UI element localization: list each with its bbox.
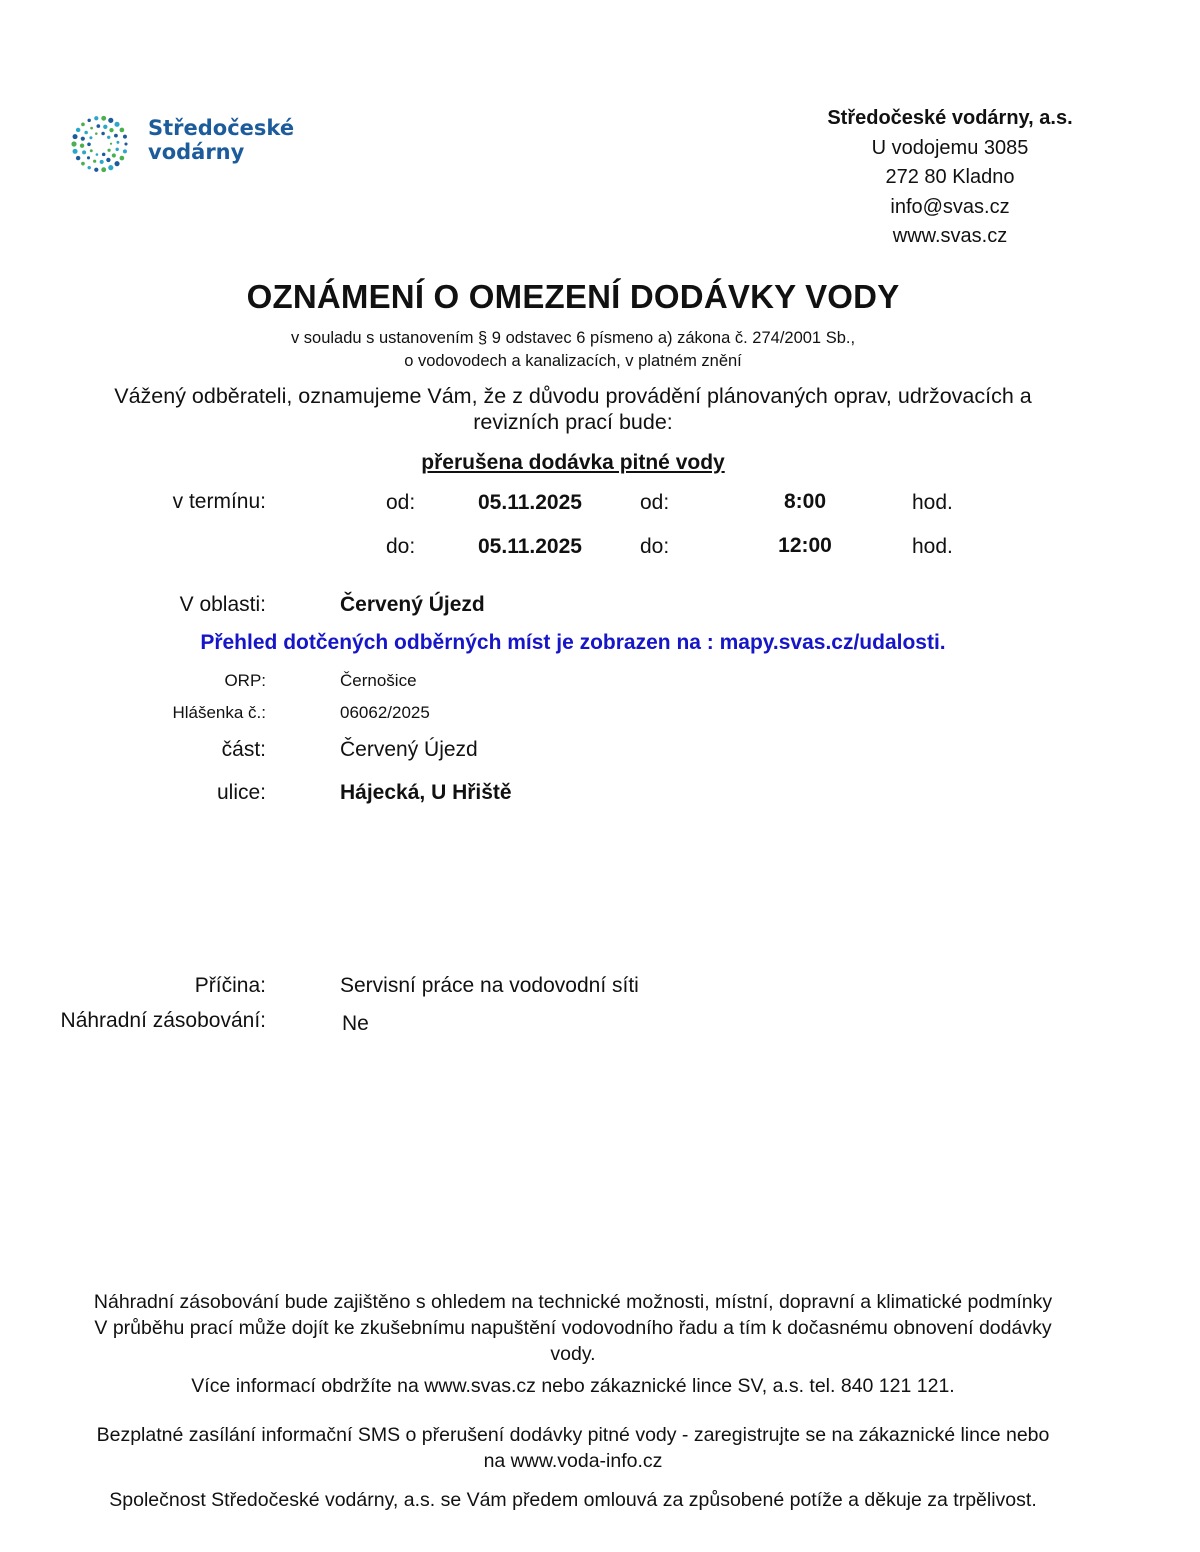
orp-label: ORP: [224,671,266,690]
from-date-label: od: [386,491,416,514]
company-address [760,104,1140,252]
area-value: Červený Újezd [340,593,485,616]
term-label: v termínu: [172,490,266,513]
to-date: 05.11.2025 [478,535,582,558]
footer-line-5: Bezplatné zasílání informační SMS o přerušení dodávky pitné vody - zaregistrujte se na zákaznické lince nebo [96,1424,1050,1446]
substitute-value: Ne [342,1012,369,1035]
footer-line-4: Více informací obdržíte na www.svas.cz nebo zákaznické lince SV, a.s. tel. 840 121 121. [191,1375,955,1397]
to-date-label: do: [386,535,416,558]
footer-line-2: V průběhu prací může dojít ke zkušebnímu napuštění vodovodního řadu a tím k dočasnému obnovení dodávky [94,1317,1052,1339]
footer-line-7: Společnost Středočeské vodárny, a.s. se Vám předem omlouvá za způsobené potíže a děkuje za trpělivost. [109,1489,1037,1511]
notice-type-text: přerušena dodávka pitné vody [421,451,725,474]
from-time-label: od: [640,491,670,514]
cause-value: Servisní práce na vodovodní síti [340,974,639,997]
to-time: 12:00 [778,534,832,557]
logo-line-2: vodárny [148,140,245,164]
streets-label: ulice: [216,781,266,804]
report-label: Hlášenka č.: [172,703,266,722]
legal-line-2: o vodovodech a kanalizacích, v platném znění [404,352,742,370]
report-value: 06062/2025 [340,703,430,722]
legal-line-1: v souladu s ustanovením § 9 odstavec 6 písmeno a) zákona č. 274/2001 Sb., [290,329,856,347]
logo-text [148,116,294,164]
area-label: V oblasti: [179,593,266,616]
company-web: www.svas.cz [892,225,1008,247]
to-time-label: do: [640,535,670,558]
cause-label: Příčina: [194,974,266,997]
from-date: 05.11.2025 [478,491,582,514]
orp-value: Černošice [340,671,417,690]
map-link-text: Přehled dotčených odběrných míst je zobrazen na : mapy.svas.cz/udalosti. [200,631,946,654]
streets-value: Hájecká, U Hřiště [340,781,512,804]
intro-line-1: Vážený odběrateli, oznamujeme Vám, že z důvodu provádění plánovaných oprav, udržovacích a [114,384,1032,408]
logo-dots-icon [68,112,140,176]
substitute-label: Náhradní zásobování: [60,1009,266,1032]
company-city: 272 80 Kladno [885,166,1015,188]
company-email: info@svas.cz [890,195,1010,218]
part-label: část: [221,738,266,761]
footer-line-6: na www.voda-info.cz [483,1450,663,1472]
company-name: Středočeské vodárny, a.s. [827,107,1073,129]
from-unit: hod. [912,491,953,514]
logo-line-1: Středočeské [148,116,295,140]
company-street: U vodojemu 3085 [871,136,1029,159]
intro-line-2: revizních prací bude: [473,410,673,434]
part-value: Červený Újezd [340,738,478,761]
notice-type [0,451,1146,475]
footer-line-3: vody. [550,1343,596,1365]
page-title: OZNÁMENÍ O OMEZENÍ DODÁVKY VODY [246,278,900,315]
footer-line-1: Náhradní zásobování bude zajištěno s ohledem na technické možnosti, místní, dopravní a klimatické podmínky [93,1291,1053,1313]
company-logo [68,112,295,176]
to-unit: hod. [912,535,953,558]
from-time: 8:00 [783,490,827,513]
